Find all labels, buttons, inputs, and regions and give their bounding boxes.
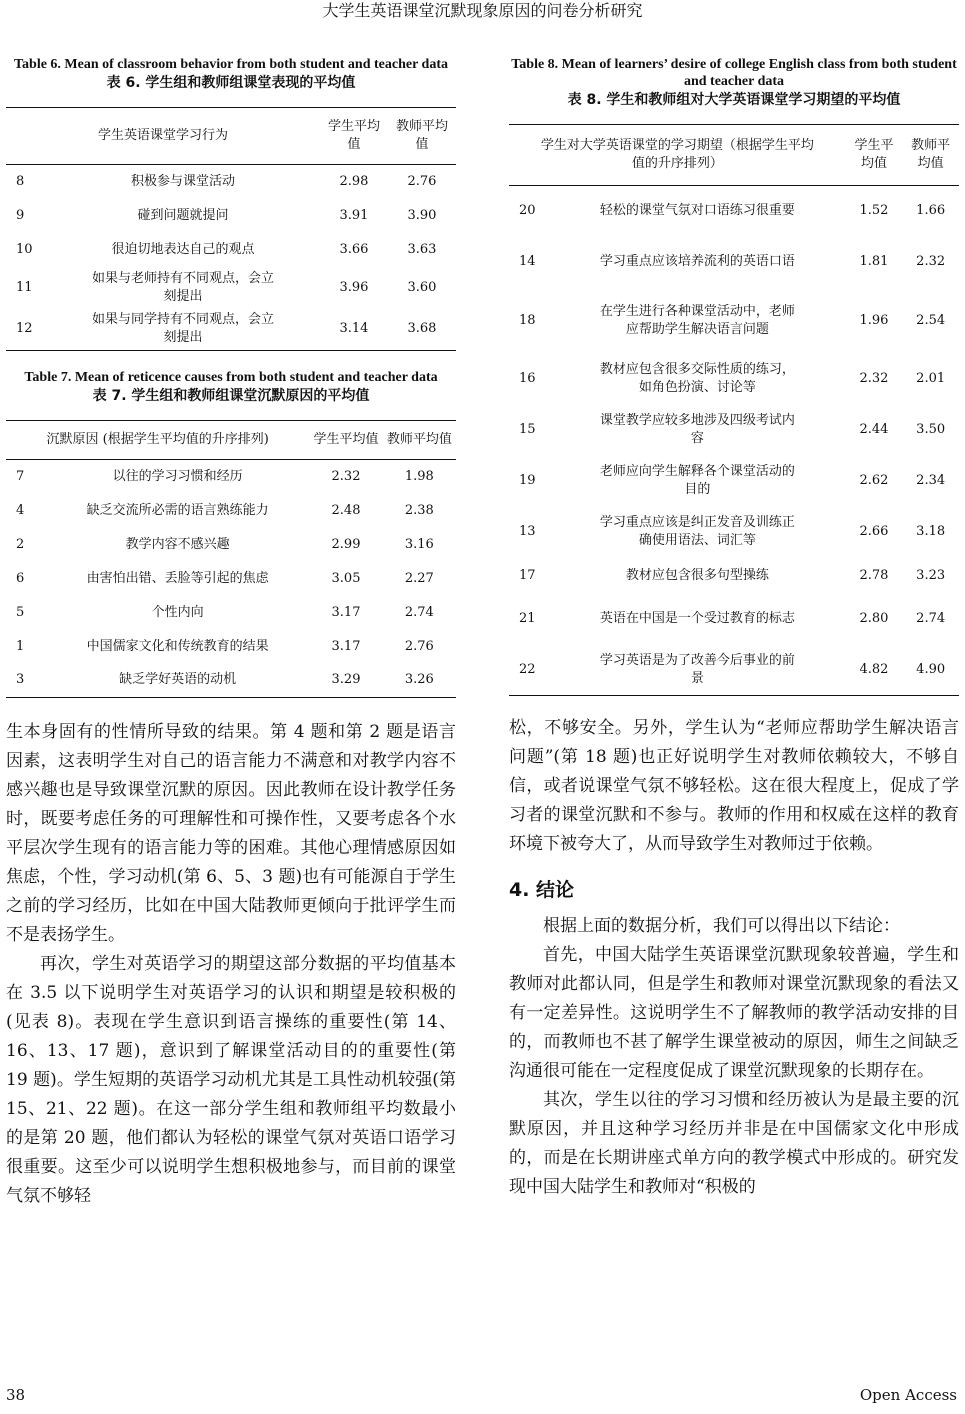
row-item: 学习重点应该是纠正发音及训练正确使用语法、词汇等 <box>599 515 795 548</box>
row-number: 18 <box>519 312 536 328</box>
row-teacher-mean: 3.63 <box>407 241 437 257</box>
row-student-mean: 3.91 <box>339 207 369 223</box>
row-item: 很迫切地表达自己的观点 <box>111 241 255 257</box>
row-number: 10 <box>16 241 33 257</box>
table8-header-student: 学生平均值 <box>854 138 894 171</box>
row-teacher-mean: 2.76 <box>404 638 434 654</box>
page-number: 38 <box>6 1386 26 1404</box>
table6-caption-en: Table 6. Mean of classroom behavior from both student and teacher data <box>13 57 448 72</box>
table8-header-row <box>509 125 959 186</box>
row-teacher-mean: 2.74 <box>916 611 946 626</box>
row-teacher-mean: 3.90 <box>407 207 437 223</box>
row-teacher-mean: 3.60 <box>407 279 437 295</box>
table7-header-row <box>6 421 456 460</box>
row-item: 碰到问题就提问 <box>137 207 229 223</box>
table7 <box>6 420 456 698</box>
table-row <box>509 354 959 405</box>
row-teacher-mean: 3.16 <box>404 536 434 552</box>
table-row <box>6 233 456 267</box>
table6-header-teacher: 教师平均值 <box>395 119 448 152</box>
table8-header-teacher: 教师平均值 <box>911 138 951 171</box>
table-row <box>6 596 456 630</box>
body-paragraph: 根据上面的数据分析，我们可以得出以下结论： <box>543 916 900 936</box>
row-number: 17 <box>519 567 536 583</box>
table8-caption-en: Table 8. Mean of learners’ desire of college English class from both student and teacher data <box>511 57 957 89</box>
row-number: 5 <box>16 604 25 620</box>
body-paragraph: 生本身固有的性情所导致的结果。第 4 题和第 2 题是语言因素，这表明学生对自己的语言能力不满意和对教学内容不感兴趣也是导致课堂沉默的原因。因此教师在设计教学任务时，既要考虑任务的可理解性和可操作性，又要考虑各个水平层次学生现有的语言能力等的困难。其他心理情感原因如焦虑，个性，学习动机(第 6、5、3 题)也有可能源自于学生之前的学习经历，比如在中国大陆教师更倾向于批评学生而不是表扬学生。 <box>6 722 456 945</box>
row-number: 7 <box>16 468 25 484</box>
table-row <box>6 630 456 664</box>
row-student-mean: 3.66 <box>339 241 369 257</box>
row-item: 在学生进行各种课堂活动中，老师应帮助学生解决语言问题 <box>599 303 795 337</box>
row-teacher-mean: 3.68 <box>407 321 437 337</box>
row-item: 教材应包含很多句型操练 <box>625 567 769 583</box>
table-row <box>6 165 456 199</box>
row-student-mean: 4.82 <box>859 661 889 677</box>
left-column <box>6 56 456 1211</box>
row-number: 9 <box>16 207 25 223</box>
body-paragraph: 松，不够安全。另外，学生认为“老师应帮助学生解决语言问题”(第 18 题)也正好说明学生对教师依赖较大，不够自信，或者说课堂气氛不够轻松。这在很大程度上，促成了学习者的课堂沉默和不参与。教师的作用和权威在这样的教育环境下被夸大了，从而导致学生对教师过于依赖。 <box>509 718 959 854</box>
row-number: 13 <box>519 524 536 539</box>
table8-header-item: 学生对大学英语课堂的学习期望（根据学生平均值的升序排列） <box>540 138 814 171</box>
row-teacher-mean: 2.76 <box>407 173 437 189</box>
row-student-mean: 2.32 <box>859 371 889 386</box>
table8-caption-zh: 表 8. 学生和教师组对大学英语课堂学习期望的平均值 <box>567 92 901 108</box>
row-number: 20 <box>519 203 536 219</box>
row-number: 6 <box>16 570 25 586</box>
table-row <box>509 288 959 354</box>
row-number: 2 <box>16 536 25 552</box>
row-number: 19 <box>519 473 536 488</box>
row-teacher-mean: 3.50 <box>916 422 946 437</box>
row-number: 4 <box>16 502 25 518</box>
table7-header-teacher: 教师平均值 <box>386 432 452 447</box>
row-student-mean: 2.44 <box>859 422 889 437</box>
row-number: 22 <box>519 661 536 677</box>
body-paragraph: 其次，学生以往的学习习惯和经历被认为是最主要的沉默原因，并且这种学习经历并非是在中国儒家文化中形成的，而是在长期讲座式单方向的教学模式中形成的。研究发现中国大陆学生和教师对“积极的 <box>509 1090 959 1197</box>
row-number: 12 <box>16 321 33 337</box>
table6-header-student: 学生平均值 <box>327 119 380 152</box>
row-number: 14 <box>519 254 536 269</box>
row-item: 老师应向学生解释各个课堂活动的目的 <box>599 464 795 497</box>
table-row <box>6 528 456 562</box>
row-student-mean: 2.62 <box>859 473 889 488</box>
row-student-mean: 2.99 <box>331 536 361 552</box>
row-teacher-mean: 3.26 <box>404 672 434 688</box>
row-item: 轻松的课堂气氛对口语练习很重要 <box>599 203 795 219</box>
body-paragraph: 再次，学生对英语学习的期望这部分数据的平均值基本在 3.5 以下说明学生对英语学习的认识和期望是较积极的(见表 8)。表现在学生意识到语言操练的重要性(第 14、16、13、17 题)，意识到了解课堂活动目的的重要性(第 19 题)。学生短期的英语学习动机尤其是工具性动机较强(第 15、21、22 题)。在这一部分学生组和教师组平均数最小的是第 20 题，他们都认为轻松的课堂气氛对英语口语学习很重要。这至少可以说明学生想积极地参与，而目前的课堂气氛不够轻 <box>6 954 456 1206</box>
row-student-mean: 2.48 <box>331 502 361 518</box>
row-teacher-mean: 1.98 <box>404 468 434 484</box>
row-teacher-mean: 1.66 <box>916 203 946 219</box>
row-student-mean: 2.66 <box>859 524 889 539</box>
row-item: 教学内容不感兴趣 <box>125 536 230 552</box>
row-number: 16 <box>519 371 536 386</box>
row-item: 由害怕出错、丢脸等引起的焦虑 <box>86 570 269 586</box>
row-student-mean: 3.17 <box>331 638 361 654</box>
row-student-mean: 3.05 <box>331 570 361 586</box>
row-student-mean: 3.29 <box>331 672 361 688</box>
table-row <box>509 507 959 558</box>
table-row <box>6 562 456 596</box>
section-heading: 4. 结论 <box>509 879 575 901</box>
row-number: 15 <box>519 422 536 437</box>
row-number: 8 <box>16 173 25 189</box>
table-row <box>509 594 959 645</box>
table-row <box>509 645 959 696</box>
row-student-mean: 1.96 <box>859 312 889 328</box>
row-student-mean: 3.14 <box>339 321 369 337</box>
row-teacher-mean: 4.90 <box>916 661 946 677</box>
table-row <box>6 664 456 698</box>
row-teacher-mean: 2.38 <box>404 502 434 518</box>
row-item: 课堂教学应较多地涉及四级考试内容 <box>599 413 795 446</box>
row-number: 11 <box>16 279 33 295</box>
table7-caption-en: Table 7. Mean of reticence causes from both student and teacher data <box>24 370 438 385</box>
table6-caption-zh: 表 6. 学生组和教师组课堂表现的平均值 <box>106 75 356 91</box>
running-header: 大学生英语课堂沉默现象原因的问卷分析研究 <box>322 1 643 20</box>
table-row <box>6 309 456 351</box>
row-student-mean: 3.96 <box>339 279 369 295</box>
table-row <box>509 237 959 288</box>
row-student-mean: 1.52 <box>859 203 889 219</box>
row-student-mean: 1.81 <box>859 254 889 269</box>
table-row <box>509 186 959 237</box>
row-teacher-mean: 2.34 <box>916 473 946 488</box>
row-item: 中国儒家文化和传统教育的结果 <box>86 638 269 654</box>
table-row <box>509 456 959 507</box>
table-row <box>6 460 456 494</box>
table7-header-student: 学生平均值 <box>313 432 379 447</box>
table-row <box>6 199 456 233</box>
row-teacher-mean: 2.01 <box>916 371 946 386</box>
row-item: 如果与同学持有不同观点，会立刻提出 <box>91 312 274 346</box>
table-row <box>6 494 456 528</box>
table-row <box>509 558 959 594</box>
row-item: 英语在中国是一个受过教育的标志 <box>599 611 795 626</box>
table7-header-item: 沉默原因 (根据学生平均值的升序排列) <box>46 432 269 447</box>
row-teacher-mean: 3.18 <box>916 524 946 539</box>
table6-header-row <box>6 108 456 165</box>
row-student-mean: 3.17 <box>331 604 361 620</box>
row-teacher-mean: 2.54 <box>916 312 946 328</box>
row-teacher-mean: 2.27 <box>404 570 434 586</box>
row-item: 缺乏学好英语的动机 <box>119 672 237 688</box>
table8 <box>509 124 959 696</box>
row-number: 21 <box>519 611 536 626</box>
row-student-mean: 2.98 <box>339 173 369 189</box>
row-number: 1 <box>16 638 25 654</box>
row-item: 缺乏交流所必需的语言熟练能力 <box>86 502 269 518</box>
table-row <box>509 405 959 456</box>
row-student-mean: 2.78 <box>859 567 889 583</box>
table6 <box>6 107 456 351</box>
row-teacher-mean: 2.74 <box>404 604 434 620</box>
row-item: 学习英语是为了改善今后事业的前景 <box>599 652 795 686</box>
row-student-mean: 2.32 <box>331 468 361 484</box>
table7-caption-zh: 表 7. 学生组和教师组课堂沉默原因的平均值 <box>92 388 370 404</box>
right-column <box>509 56 959 1202</box>
row-item: 学习重点应该培养流利的英语口语 <box>599 254 795 269</box>
row-item: 以往的学习习惯和经历 <box>112 468 243 484</box>
table6-header-item: 学生英语课堂学习行为 <box>97 128 228 143</box>
row-item: 教材应包含很多交际性质的练习，如角色扮演、讨论等 <box>599 362 795 395</box>
row-item: 积极参与课堂活动 <box>130 173 235 189</box>
body-paragraph: 首先，中国大陆学生英语课堂沉默现象较普遍，学生和教师对此都认同，但是学生和教师对课堂沉默现象的看法又有一定差异性。这说明学生不了解教师的教学活动安排的目的，而教师也不甚了解学生课堂被动的原因，师生之间缺乏沟通很可能在一定程度促成了课堂沉默现象的长期存在。 <box>509 945 959 1081</box>
row-teacher-mean: 2.32 <box>916 254 946 269</box>
row-student-mean: 2.80 <box>859 611 889 626</box>
publisher-label: Open Access <box>859 1386 957 1404</box>
row-item: 个性内向 <box>151 604 204 620</box>
row-number: 3 <box>16 672 25 688</box>
table-row <box>6 267 456 309</box>
row-teacher-mean: 3.23 <box>916 567 946 583</box>
row-item: 如果与老师持有不同观点，会立刻提出 <box>91 270 274 304</box>
